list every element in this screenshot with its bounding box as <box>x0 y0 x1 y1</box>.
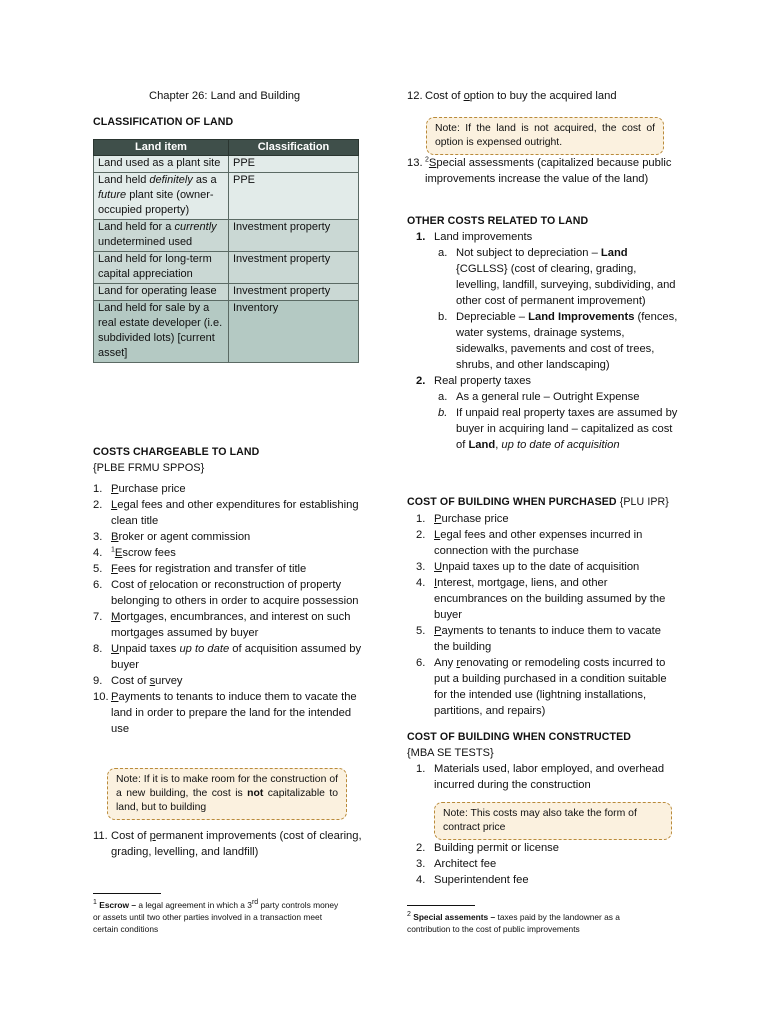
table-cell-class: Investment property <box>229 252 359 284</box>
footnote-1: $^1$ Escrow – a legal agreement in which a 3rd party controls money or assets until two other parties involved in a transaction meet certain conditions <box>93 899 339 934</box>
table-row <box>94 156 359 173</box>
column-header-land-item: Land item <box>94 140 229 156</box>
building-constructed-mnemonic: {MBA SE TESTS} <box>407 747 494 759</box>
list-item <box>416 229 678 373</box>
building-constructed-heading: COST OF BUILDING WHEN CONSTRUCTED <box>407 731 631 743</box>
table-cell-class: PPE <box>229 156 359 173</box>
list-item <box>93 529 363 545</box>
list-item <box>416 373 678 453</box>
list-number: 2. <box>416 529 426 541</box>
table-cell-item: Land used as a plant site <box>94 156 229 173</box>
list-text: Land improvements <box>434 231 533 243</box>
list-number: 3. <box>93 531 103 543</box>
list-number: b. <box>438 407 448 419</box>
list-text: Legal fees and other expenditures for establishing clean title <box>111 499 359 527</box>
list-text: $^1$Escrow fees <box>111 546 176 559</box>
list-number: 2. <box>416 375 426 387</box>
list-item <box>416 623 678 655</box>
table-cell-item: Land held for sale by a real estate developer (i.e. subdivided lots) [current asset] <box>94 301 229 363</box>
list-item <box>93 497 363 529</box>
table-row <box>94 301 359 363</box>
list-text: Cost of survey <box>111 675 183 687</box>
note-new-building: Note: If it is to make room for the construction of a new building, the cost is not capitalizable to land, but to building <box>107 768 347 820</box>
list-number: 4. <box>416 874 426 886</box>
list-item <box>93 545 363 561</box>
list-number: 5. <box>93 563 103 575</box>
list-item <box>438 405 678 453</box>
list-number: 8. <box>93 643 103 655</box>
list-item <box>93 481 363 497</box>
table-cell-class: Inventory <box>229 301 359 363</box>
costs-land-mnemonic: {PLBE FRMU SPPOS} <box>93 462 205 474</box>
table-row <box>94 220 359 252</box>
table-cell-item: Land for operating lease <box>94 284 229 301</box>
note-contract-price: Note: This costs may also take the form of contract price <box>434 802 672 840</box>
list-number: 2. <box>93 499 103 511</box>
list-number: b. <box>438 311 448 323</box>
list-text: Legal fees and other expenses incurred in connection with the purchase <box>434 529 643 557</box>
table-row <box>94 252 359 284</box>
list-item <box>407 155 677 187</box>
list-number: 6. <box>416 657 426 669</box>
building-purchased-list <box>416 511 678 719</box>
list-item <box>93 561 363 577</box>
list-number: 1. <box>416 763 426 775</box>
table-cell-class: Investment property <box>229 220 359 252</box>
list-number: 3. <box>416 561 426 573</box>
list-text: Architect fee <box>434 858 497 870</box>
list-number: 5. <box>416 625 426 637</box>
list-text: Unpaid taxes up to the date of acquisition <box>434 561 640 573</box>
list-item <box>93 609 363 641</box>
list-number: 6. <box>93 579 103 591</box>
list-item <box>416 655 678 719</box>
list-item <box>416 527 678 559</box>
list-text: Mortgages, encumbrances, and interest on such mortgages assumed by buyer <box>111 611 351 639</box>
list-text: Unpaid taxes up to date of acquisition assumed by buyer <box>111 643 362 671</box>
classification-table-wrap <box>93 139 359 363</box>
building-constructed-item-1 <box>416 761 678 793</box>
list-number: 4. <box>93 547 103 559</box>
list-item <box>407 88 677 104</box>
list-item <box>93 828 363 860</box>
list-text: Cost of relocation or reconstruction of property belonging to others in order to acquire possession <box>111 579 359 607</box>
costs-land-item-12 <box>407 88 677 104</box>
list-item <box>416 872 678 888</box>
column-header-classification: Classification <box>229 140 359 156</box>
list-number: 4. <box>416 577 426 589</box>
list-text: As a general rule – Outright Expense <box>456 391 640 403</box>
costs-land-item-13 <box>407 155 677 187</box>
list-item <box>438 245 678 309</box>
list-text: Payments to tenants to induce them to vacate the land in order to prepare the land for the intended use <box>111 691 357 735</box>
building-constructed-rest <box>416 840 678 888</box>
footnote-rule-1 <box>93 893 161 894</box>
page-title: Chapter 26: Land and Building <box>149 90 301 102</box>
list-text: Interest, mortgage, liens, and other encumbrances on the building assumed by the buyer <box>434 577 666 621</box>
table-row <box>94 284 359 301</box>
note-option: Note: If the land is not acquired, the cost of option is expensed outright. <box>426 117 664 155</box>
table-cell-item: Land held for a currently undetermined used <box>94 220 229 252</box>
list-text: Cost of permanent improvements (cost of clearing, grading, levelling, and landfill) <box>111 830 362 858</box>
table-cell-class: Investment property <box>229 284 359 301</box>
list-item <box>416 840 678 856</box>
list-number: 9. <box>93 675 103 687</box>
list-item <box>93 577 363 609</box>
list-text: Not subject to depreciation – Land {CGLLSS} (cost of clearing, grading, levelling, landfill, surveying, subdividing, and other cost of permanent improvement) <box>456 247 676 307</box>
list-text: Payments to tenants to induce them to vacate the building <box>434 625 661 653</box>
table-cell-item: Land held for long-term capital appreciation <box>94 252 229 284</box>
list-text: Fees for registration and transfer of title <box>111 563 307 575</box>
other-costs-heading: OTHER COSTS RELATED TO LAND <box>407 215 589 227</box>
list-item <box>416 856 678 872</box>
other-costs-list <box>416 229 678 453</box>
list-number: a. <box>438 247 448 259</box>
list-text: Broker or agent commission <box>111 531 251 543</box>
costs-land-item-11 <box>93 828 363 860</box>
list-item <box>93 673 363 689</box>
list-number: 7. <box>93 611 103 623</box>
table-header-row <box>94 140 359 156</box>
list-number: 11. <box>93 830 108 842</box>
table-cell-item: Land held definitely as a future plant site (owner-occupied property) <box>94 173 229 220</box>
list-text: Purchase price <box>111 483 186 495</box>
footnote-rule-2 <box>407 905 475 906</box>
costs-land-list <box>93 481 363 737</box>
table-row <box>94 173 359 220</box>
list-number: 2. <box>416 842 426 854</box>
list-item <box>416 511 678 527</box>
list-item <box>416 575 678 623</box>
list-text: If unpaid real property taxes are assumed by buyer in acquiring land – capitalized as cost of Land, up to date of acquisition <box>456 407 678 451</box>
list-number: 3. <box>416 858 426 870</box>
list-number: 1. <box>93 483 103 495</box>
list-text: Building permit or license <box>434 842 559 854</box>
costs-land-heading: COSTS CHARGEABLE TO LAND <box>93 446 260 458</box>
list-number: 1. <box>416 513 426 525</box>
list-text: Real property taxes <box>434 375 532 387</box>
list-text: Any renovating or remodeling costs incurred to put a building purchased in a condition suitable for the intended use (lightning installations, partitions, and repairs) <box>434 657 667 717</box>
list-item <box>438 309 678 373</box>
list-number: 1. <box>416 231 426 243</box>
list-item <box>416 559 678 575</box>
list-item <box>438 389 678 405</box>
list-number: 10. <box>93 691 109 703</box>
table-cell-class: PPE <box>229 173 359 220</box>
list-item <box>416 761 678 793</box>
list-number: a. <box>438 391 448 403</box>
footnote-2: $^2$ Special assements – taxes paid by the landowner as a contribution to the cost of public improvements <box>407 911 620 934</box>
list-text: Depreciable – Land Improvements (fences, water systems, drainage systems, sidewalks, pavements and cost of trees, shrubs, and other landscaping) <box>456 311 678 371</box>
building-purchased-heading: COST OF BUILDING WHEN PURCHASED {PLU IPR} <box>407 496 669 508</box>
list-text: Cost of option to buy the acquired land <box>425 90 617 102</box>
list-text: Superintendent fee <box>434 874 529 886</box>
list-text: Materials used, labor employed, and overhead incurred during the construction <box>434 763 665 791</box>
list-number: 12. <box>407 90 423 102</box>
list-number: 13. <box>407 157 423 169</box>
list-text: Purchase price <box>434 513 509 525</box>
list-item <box>93 641 363 673</box>
list-text: $^2$Special assessments (capitalized because public improvements increase the value of the land) <box>425 156 672 185</box>
list-item <box>93 689 363 737</box>
classification-heading: CLASSIFICATION OF LAND <box>93 116 234 128</box>
classification-table <box>93 139 359 363</box>
